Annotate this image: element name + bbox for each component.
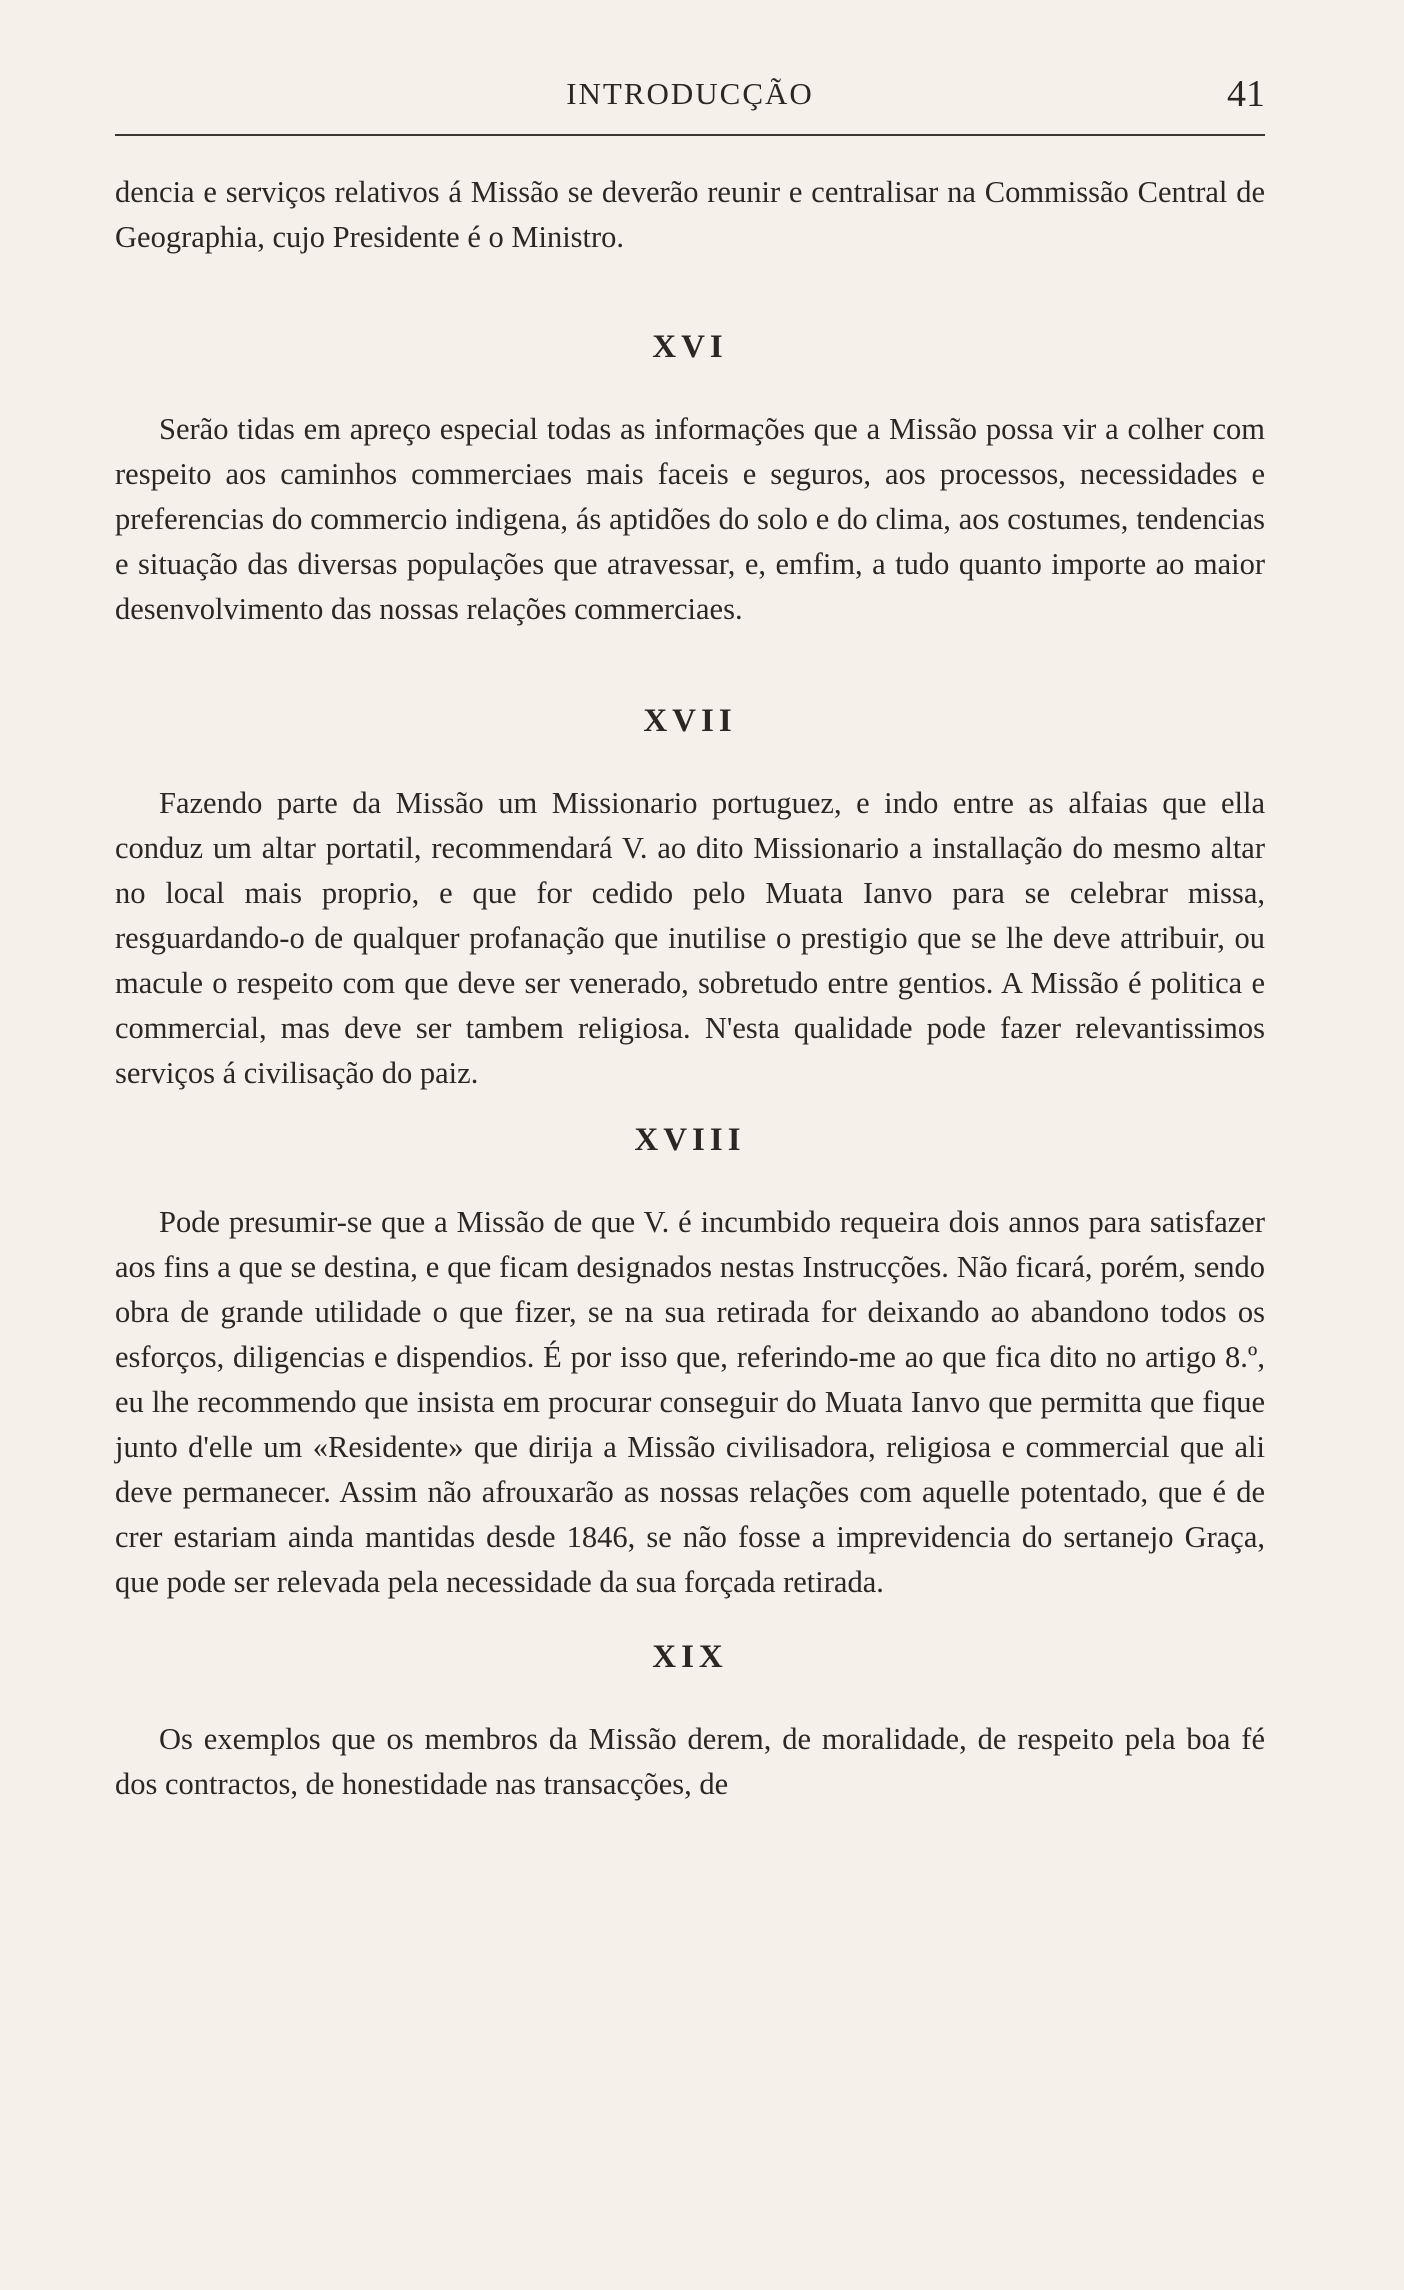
- section-heading-xix: XIX: [652, 1639, 728, 1675]
- section-heading-xviii: XVIII: [634, 1122, 746, 1158]
- section-heading-xvi: XVI: [652, 329, 728, 365]
- header-rule: [115, 134, 1265, 136]
- paragraph-xviii: Pode presumir-se que a Missão de que V. é incumbido requeira dois annos para satisfazer aos fins a que se destina, e que ficam designados nestas Instrucções. Não ficará, porém, sendo obra de grande utilidade o que fizer, se na sua retirada for deixando ao abandono todos os esforços, diligencias e dispendios. É por isso que, referindo-me ao que fica dito no artigo 8.º, eu lhe recommendo que insista em procurar conseguir do Muata Ianvo que permitta que fique junto d'elle um «Residente» que dirija a Missão civilisadora, religiosa e commercial que ali deve permanecer. Assim não afrouxarão as nossas relações com aquelle potentado, que é de crer estariam ainda mantidas desde 1846, se não fosse a imprevidencia do sertanejo Graça, que pode ser relevada pela necessidade da sua forçada retirada.: [115, 1205, 1265, 1599]
- paragraph-xvi: Serão tidas em apreço especial todas as informações que a Missão possa vir a colher com respeito aos caminhos commerciaes mais faceis e seguros, aos processos, necessidades e preferencias do commercio indigena, ás aptidões do solo e do clima, aos costumes, tendencias e situação das diversas populações que atravessar, e, emfim, a tudo quanto importe ao maior desenvolvimento das nossas relações commerciaes.: [115, 412, 1265, 626]
- body-text: [115, 170, 1265, 1807]
- paragraph-xvii: Fazendo parte da Missão um Missionario portuguez, e indo entre as alfaias que ella conduz um altar portatil, recommendará V. ao dito Missionario a installação do mesmo altar no local mais proprio, e que for cedido pelo Muata Ianvo para se celebrar missa, resguardando-o de qualquer profanação que inutilise o prestigio que se lhe deve attribuir, ou macule o respeito com que deve ser venerado, sobretudo entre gentios. A Missão é politica e commercial, mas deve ser tambem religiosa. N'esta qualidade pode fazer relevantissimos serviços á civilisação do paiz.: [115, 786, 1265, 1090]
- page-number: 41: [1227, 73, 1265, 115]
- section-heading-xvii: XVII: [643, 703, 737, 739]
- paragraph-xix: Os exemplos que os membros da Missão derem, de moralidade, de respeito pela boa fé dos contractos, de honestidade nas transacções, de: [115, 1722, 1265, 1801]
- paragraph-continuation: dencia e serviços relativos á Missão se deverão reunir e centralisar na Commissão Central de Geographia, cujo Presidente é o Ministro.: [115, 175, 1265, 254]
- running-title: INTRODUCÇÃO: [566, 76, 814, 111]
- running-head: [115, 66, 1265, 126]
